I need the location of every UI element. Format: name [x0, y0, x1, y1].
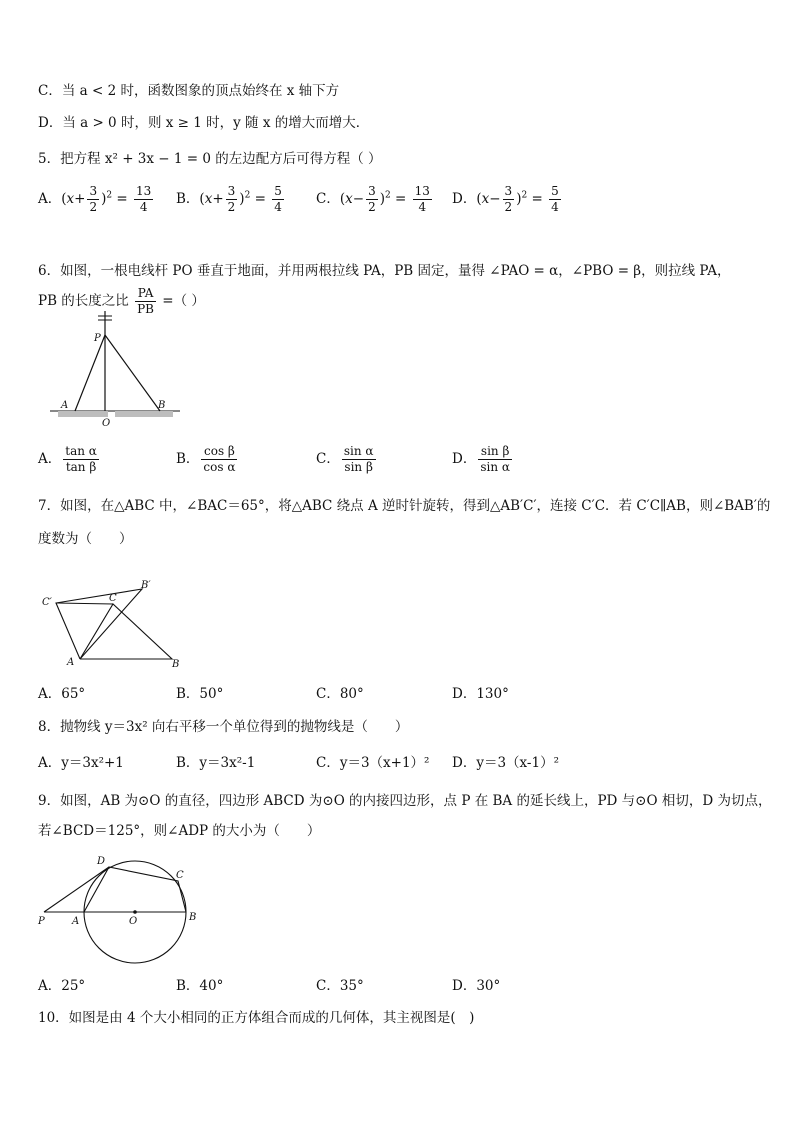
q7-option-d: D．130° — [452, 686, 509, 702]
q9-center-dot — [133, 910, 137, 914]
q9-figure — [36, 850, 211, 960]
q5-option-a: A．(x+ $\frac{3}{2}$ )$^2$ = $\frac{13}{4}$ — [38, 184, 152, 214]
q6-label-b: B — [158, 400, 166, 411]
q7-label-b1: B′ — [141, 580, 151, 591]
q6-option-label: C． — [316, 451, 340, 467]
q5-option-d: D．(x− $\frac{3}{2}$ )$^2$ = $\frac{5}{4}$ — [452, 184, 559, 214]
q6-option-num: sin α — [343, 444, 374, 458]
q5-stem: 5．把方程 x² + 3x − 1 = 0 的左边配方后可得方程（ ） — [38, 151, 382, 167]
q6-option-c — [316, 444, 378, 475]
q9-stem-line1: 9．如图，AB 为⊙O 的直径，四边形 ABCD 为⊙O 的内接四边形，点 P 在 BA 的延长线上，PD 与⊙O 相切，D 为切点， — [38, 793, 772, 809]
q6-option-den: sin β — [344, 460, 373, 474]
q4-option-d: D．当 a > 0 时，则 x ≥ 1 时，y 随 x 的增大而增大． — [38, 115, 370, 131]
q6-option-label: B． — [176, 451, 200, 467]
q6-option-frac — [63, 444, 99, 475]
q5-option-sign: + — [212, 191, 224, 207]
q6-option-den: tan β — [65, 460, 97, 474]
q6-stem-post: =（ ） — [162, 293, 205, 309]
q8-option-d: D．y＝3（x-1）² — [452, 755, 559, 771]
q6-stem-line1: 6．如图，一根电线杆 PO 垂直于地面，并用两根拉线 PA，PB 固定，量得 ∠PAO = α，∠PBO = β，则拉线 PA， — [38, 263, 731, 279]
q9-label-a: A — [72, 916, 80, 927]
q5-option-sign: − — [352, 191, 365, 207]
q6-option-num: cos β — [201, 444, 237, 460]
q7-label-b: B — [172, 659, 180, 670]
q5-option-frac — [366, 184, 378, 215]
q6-wire-pb — [105, 335, 160, 411]
q6-figure — [40, 305, 190, 435]
q6-ground-left — [58, 411, 108, 417]
q5-frac-num: 3 — [89, 184, 98, 198]
q7-segment-c1c — [56, 603, 113, 604]
q7-option-b: B．50° — [176, 686, 224, 702]
q5-option-rhs — [549, 184, 561, 215]
q6-ground-right — [115, 411, 173, 417]
q7-option-a: A．65° — [38, 686, 86, 702]
q5-rhs-den: 4 — [551, 200, 559, 214]
q6-option-label: A． — [38, 451, 62, 467]
q6-option-a — [38, 444, 101, 475]
q7-label-a: A — [67, 657, 75, 668]
q9-label-d: D — [97, 856, 106, 867]
q5-option-rhs — [272, 184, 284, 215]
q6-option-label: D． — [452, 451, 477, 467]
q9-option-b: B．40° — [176, 978, 224, 994]
q7-stem-line2: 度数为（ ） — [38, 531, 133, 547]
q6-option-frac — [478, 444, 512, 475]
q6-wire-pa — [75, 335, 105, 411]
q7-triangle-abc — [80, 604, 172, 659]
q7-label-c: C — [109, 593, 117, 604]
q5-frac-den: 2 — [227, 200, 236, 214]
q6-ratio-den: PB — [137, 302, 154, 316]
q5-rhs-den: 4 — [418, 200, 427, 214]
q5-option-sign: + — [74, 191, 86, 207]
q6-option-frac — [342, 444, 376, 475]
q5-option-c: C．(x− $\frac{3}{2}$ )$^2$ = $\frac{13}{4}$ — [316, 184, 430, 214]
q9-label-p: P — [38, 916, 45, 927]
q5-frac-num: 3 — [504, 184, 513, 198]
q5-frac-den: 2 — [504, 200, 513, 214]
q5-frac-num: 3 — [227, 184, 236, 198]
q7-label-c1: C′ — [42, 597, 52, 608]
q8-option-a: A．y＝3x²+1 — [38, 755, 124, 771]
q9-option-a: A．25° — [38, 978, 86, 994]
q5-option-frac — [226, 184, 238, 215]
q6-option-frac — [201, 444, 237, 475]
q5-frac-den: 2 — [89, 200, 98, 214]
q6-option-num: tan α — [65, 444, 97, 458]
q7-triangle-ab1c1 — [56, 589, 142, 659]
q5-option-label: B． — [176, 191, 200, 207]
q5-frac-num: 3 — [368, 184, 376, 198]
q5-option-sign: − — [489, 191, 501, 207]
q9-label-o: O — [129, 916, 138, 927]
q5-option-rhs — [134, 184, 153, 215]
q9-option-d: D．30° — [452, 978, 501, 994]
q6-option-num: sin β — [478, 444, 512, 460]
q9-option-c: C．35° — [316, 978, 364, 994]
q8-stem: 8．抛物线 y＝3x² 向右平移一个单位得到的抛物线是（ ） — [38, 719, 409, 735]
q5-option-rhs — [413, 184, 432, 215]
q9-label-c: C — [176, 870, 184, 881]
q8-option-c: C．y＝3（x+1）² — [316, 755, 430, 771]
q9-stem-line2: 若∠BCD＝125°，则∠ADP 的大小为（ ） — [38, 823, 321, 839]
q6-label-o: O — [102, 418, 111, 429]
q5-rhs-num: 5 — [551, 184, 559, 198]
q6-ratio-num: PA — [135, 286, 156, 302]
q5-rhs-den: 4 — [139, 200, 148, 214]
q7-option-c: C．80° — [316, 686, 364, 702]
q5-option-label: D． — [452, 191, 477, 207]
q6-option-den: sin α — [480, 460, 510, 474]
q9-label-b: B — [189, 912, 197, 923]
q5-option-frac — [87, 184, 99, 215]
q5-option-label: A． — [38, 191, 62, 207]
q10-stem: 10．如图是由 4 个大小相同的正方体组合而成的几何体，其主视图是( ) — [38, 1010, 475, 1026]
q6-label-p: P — [94, 333, 101, 344]
q8-option-b: B．y＝3x²-1 — [176, 755, 256, 771]
q5-frac-den: 2 — [368, 200, 376, 214]
q5-rhs-num: 5 — [274, 184, 282, 198]
q5-rhs-num: 13 — [136, 184, 152, 198]
q7-figure — [38, 575, 188, 675]
q6-label-a: A — [61, 400, 69, 411]
q5-option-b: B．(x+ $\frac{3}{2}$ )$^2$ = $\frac{5}{4}$ — [176, 184, 282, 214]
q5-rhs-num: 13 — [414, 184, 430, 198]
q5-option-label: C． — [316, 191, 340, 207]
q4-option-c: C．当 a < 2 时，函数图象的顶点始终在 x 轴下方 — [38, 83, 340, 99]
q6-option-d — [452, 444, 514, 475]
q5-option-frac — [503, 184, 515, 215]
q7-stem-line1: 7．如图，在△ABC 中，∠BAC＝65°，将△ABC 绕点 A 逆时针旋转，得到△AB′C′，连接 C′C．若 C′C∥AB，则∠BAB′的 — [38, 498, 771, 514]
q6-stem-pre: PB 的长度之比 — [38, 293, 129, 309]
q9-tangent-pd — [44, 867, 109, 912]
q6-option-den: cos α — [203, 460, 236, 474]
q6-option-b — [176, 444, 239, 475]
q5-rhs-den: 4 — [274, 200, 282, 214]
